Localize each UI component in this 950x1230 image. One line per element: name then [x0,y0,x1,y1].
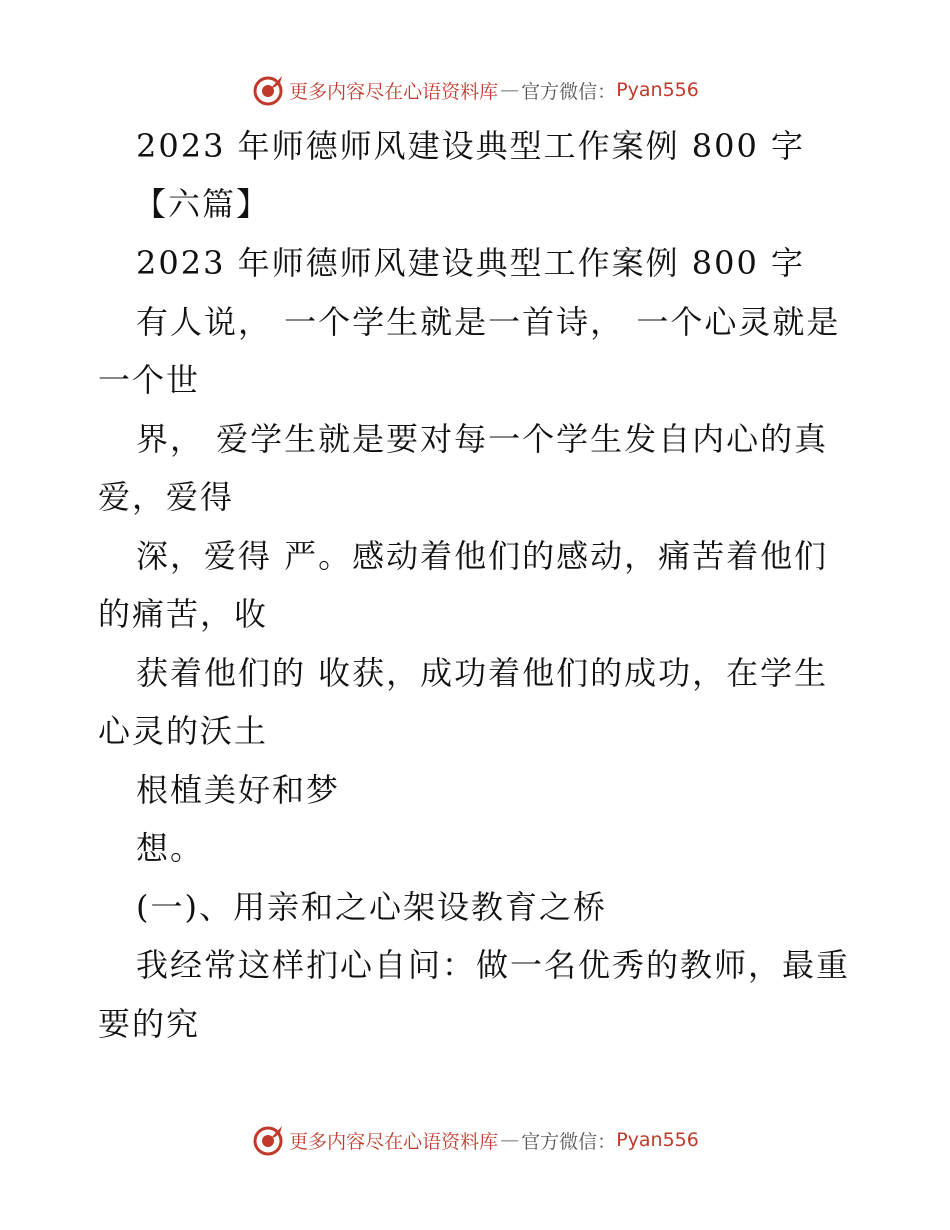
watermark-official-label: 官方微信： [521,80,617,103]
watermark-library-text: 更多内容尽在心语资料库 [289,1130,499,1153]
paragraph-line: 深，爱得 严。感动着他们的感动，痛苦着他们 [136,537,829,575]
section-heading: (一)、用亲和之心架设教育之桥 [136,888,607,926]
watermark-library-text: 更多内容尽在心语资料库 [289,80,499,103]
paragraph-line: 有人说， 一个学生就是一首诗， 一个心灵就是 [136,303,841,341]
paragraph-line: 的痛苦，收 [98,595,269,633]
document-subtitle: 2023 年师德师风建设典型工作案例 800 字 [136,244,806,282]
watermark-banner-top [0,70,950,110]
watermark-official-label: 官方微信： [521,1130,617,1153]
watermark-wechat-id: Pyan556 [616,1129,699,1151]
document-title-line1: 2023 年师德师风建设典型工作案例 800 字 [136,127,806,165]
paragraph-line: 界， 爱学生就是要对每一个学生发自内心的真 [136,420,829,458]
watermark-banner-bottom [0,1120,950,1160]
paragraph-line: 想。 [136,829,205,867]
watermark-wechat-id: Pyan556 [616,79,699,101]
paragraph-line: 一个世 [98,361,201,399]
paragraph-line: 我经常这样扪心自问：做一名优秀的教师，最重 [136,946,851,984]
watermark-dash: — [500,79,520,101]
quill-logo-icon [251,1123,285,1157]
paragraph-line: 要的究 [98,1005,201,1043]
paragraph-line: 获着他们的 收获，成功着他们的成功，在学生 [136,654,829,692]
document-title-line2: 【六篇】 [134,185,271,223]
paragraph-line: 爱，爱得 [98,478,235,516]
paragraph-line: 心灵的沃土 [98,712,269,750]
quill-logo-icon [251,73,285,107]
watermark-dash: — [500,1129,520,1151]
paragraph-line: 根植美好和梦 [136,771,341,809]
